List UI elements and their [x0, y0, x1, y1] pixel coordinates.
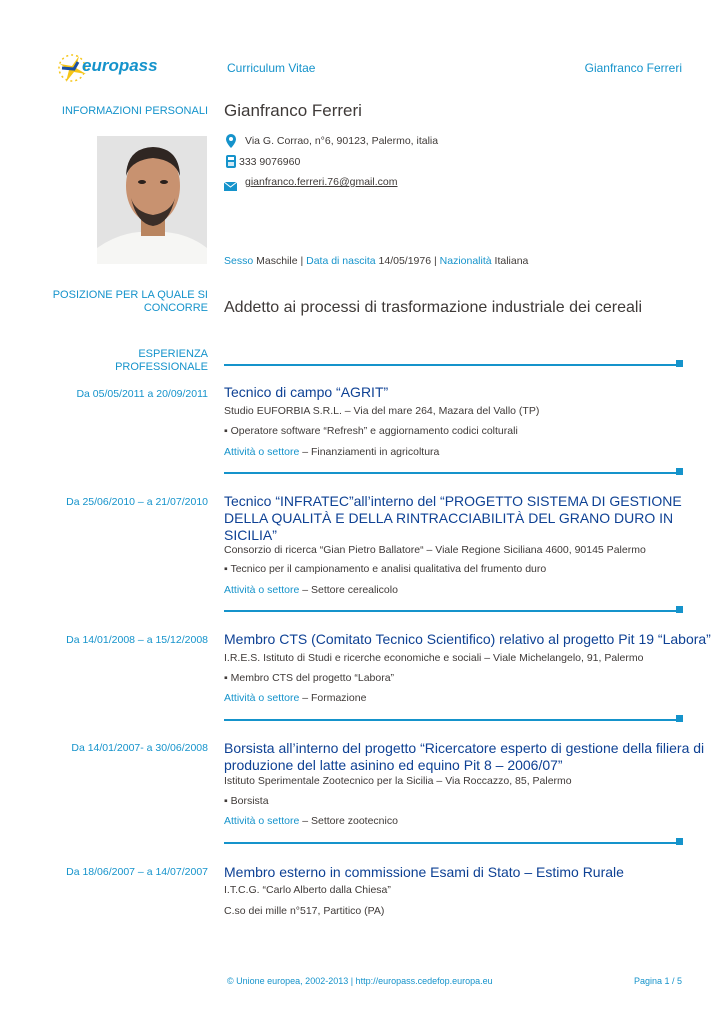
profile-photo	[97, 136, 207, 264]
sector-value: – Settore zootecnico	[302, 815, 398, 827]
position-value: Addetto ai processi di trasformazione industriale dei cereali	[224, 299, 642, 316]
personal-section-label: INFORMAZIONI PERSONALI	[61, 105, 208, 117]
item-employer: I.R.E.S. Istituto di Studi e ricerche economiche e sociali – Viale Michelangelo, 91, Palermo	[224, 652, 644, 664]
separator: |	[300, 255, 304, 267]
sector-label: Attività o settore	[224, 584, 300, 596]
position-label-1: POSIZIONE PER LA QUALE SI	[52, 289, 208, 301]
sector-value: – Finanziamenti in agricoltura	[302, 446, 440, 458]
item-divider	[224, 610, 678, 612]
birth-label: Data di nascita	[306, 255, 376, 267]
divider-square	[676, 715, 683, 722]
item-title-line: DELLA QUALITÀ E DELLA RINTRACCIABILITÀ DEL GRANO DURO IN	[224, 510, 674, 526]
nationality-value: Italiana	[494, 255, 529, 267]
item-title-line: Borsista all’interno del progetto “Ricercatore esperto di gestione della filiera di	[224, 740, 705, 756]
sex-value: Maschile	[256, 255, 298, 267]
item-bullet: ▪ Tecnico per il campionamento e analisi qualitativa del frumento duro	[224, 563, 547, 575]
item-sector	[224, 446, 439, 458]
divider-square	[676, 360, 683, 367]
item-bullet: ▪ Borsista	[224, 795, 269, 807]
item-title-line: SICILIA”	[224, 527, 277, 543]
item-divider	[224, 719, 678, 721]
sector-label: Attività o settore	[224, 446, 300, 458]
item-sector	[224, 815, 398, 827]
sector-label: Attività o settore	[224, 815, 300, 827]
phone-icon	[226, 155, 236, 168]
item-employer: Istituto Sperimentale Zootecnico per la Sicilia – Via Roccazzo, 85, Palermo	[224, 775, 572, 787]
divider-square	[676, 468, 683, 475]
item-title: Membro esterno in commissione Esami di Stato – Estimo Rurale	[224, 864, 624, 880]
personal-details-line	[224, 255, 528, 267]
item-sector	[224, 692, 366, 704]
location-icon	[225, 134, 237, 148]
item-title: Tecnico di campo “AGRIT”	[224, 384, 389, 400]
item-title-line: Tecnico “INFRATEC”all’interno del “PROGETTO SISTEMA DI GESTIONE	[224, 493, 682, 509]
item-dates: Da 05/05/2011 a 20/09/2011	[76, 388, 208, 400]
item-employer: I.T.C.G. “Carlo Alberto dalla Chiesa”	[224, 884, 391, 896]
nationality-label: Nazionalità	[439, 255, 492, 267]
europass-logo	[52, 50, 162, 88]
email-icon	[224, 178, 237, 187]
item-bullet: ▪ Operatore software “Refresh” e aggiornamento codici colturali	[224, 425, 518, 437]
sex-label: Sesso	[224, 255, 254, 267]
divider-square	[676, 606, 683, 613]
address: Via G. Corrao, n°6, 90123, Palermo, italia	[245, 135, 439, 147]
item-bullet: ▪ Membro CTS del progetto “Labora”	[224, 672, 395, 684]
item-address: C.so dei mille n°517, Partitico (PA)	[224, 905, 385, 917]
footer-copyright: © Unione europea, 2002-2013 | http://europass.cedefop.europa.eu	[227, 976, 493, 986]
sector-label: Attività o settore	[224, 692, 300, 704]
item-sector	[224, 584, 398, 596]
phone-number: 333 9076960	[239, 156, 301, 168]
email-link[interactable]: gianfranco.ferreri.76@gmail.com	[245, 176, 398, 188]
item-dates: Da 18/06/2007 – a 14/07/2007	[66, 866, 208, 878]
position-label-2: CONCORRE	[143, 302, 208, 314]
item-divider	[224, 472, 678, 474]
item-dates: Da 14/01/2007- a 30/06/2008	[71, 742, 208, 754]
item-title: Membro CTS (Comitato Tecnico Scientifico) relativo al progetto Pit 19 “Labora”	[224, 631, 711, 647]
doc-title: Curriculum Vitae	[227, 61, 316, 75]
sector-value: – Settore cerealicolo	[302, 584, 398, 596]
item-dates: Da 14/01/2008 – a 15/12/2008	[66, 634, 208, 646]
item-dates: Da 25/06/2010 – a 21/07/2010	[66, 496, 208, 508]
item-employer: Consorzio di ricerca “Gian Pietro Ballatore“ – Viale Regione Siciliana 4600, 90145 Palermo	[224, 544, 646, 556]
separator: |	[434, 255, 437, 267]
footer-page-number: Pagina 1 / 5	[633, 976, 682, 986]
doc-name: Gianfranco Ferreri	[584, 61, 682, 75]
divider-square	[676, 838, 683, 845]
person-name: Gianfranco Ferreri	[224, 101, 362, 120]
experience-label-2: PROFESSIONALE	[115, 361, 208, 373]
item-divider	[224, 842, 678, 844]
item-title-line: produzione del latte asinino ed equino Pit 8 – 2006/07”	[224, 757, 563, 773]
sector-value: – Formazione	[302, 692, 367, 704]
item-employer: Studio EUFORBIA S.R.L. – Via del mare 264, Mazara del Vallo (TP)	[224, 405, 540, 417]
birth-value: 14/05/1976	[378, 255, 432, 267]
logo-text: europass	[82, 56, 158, 75]
experience-label-1: ESPERIENZA	[138, 348, 208, 360]
section-divider	[224, 364, 678, 366]
